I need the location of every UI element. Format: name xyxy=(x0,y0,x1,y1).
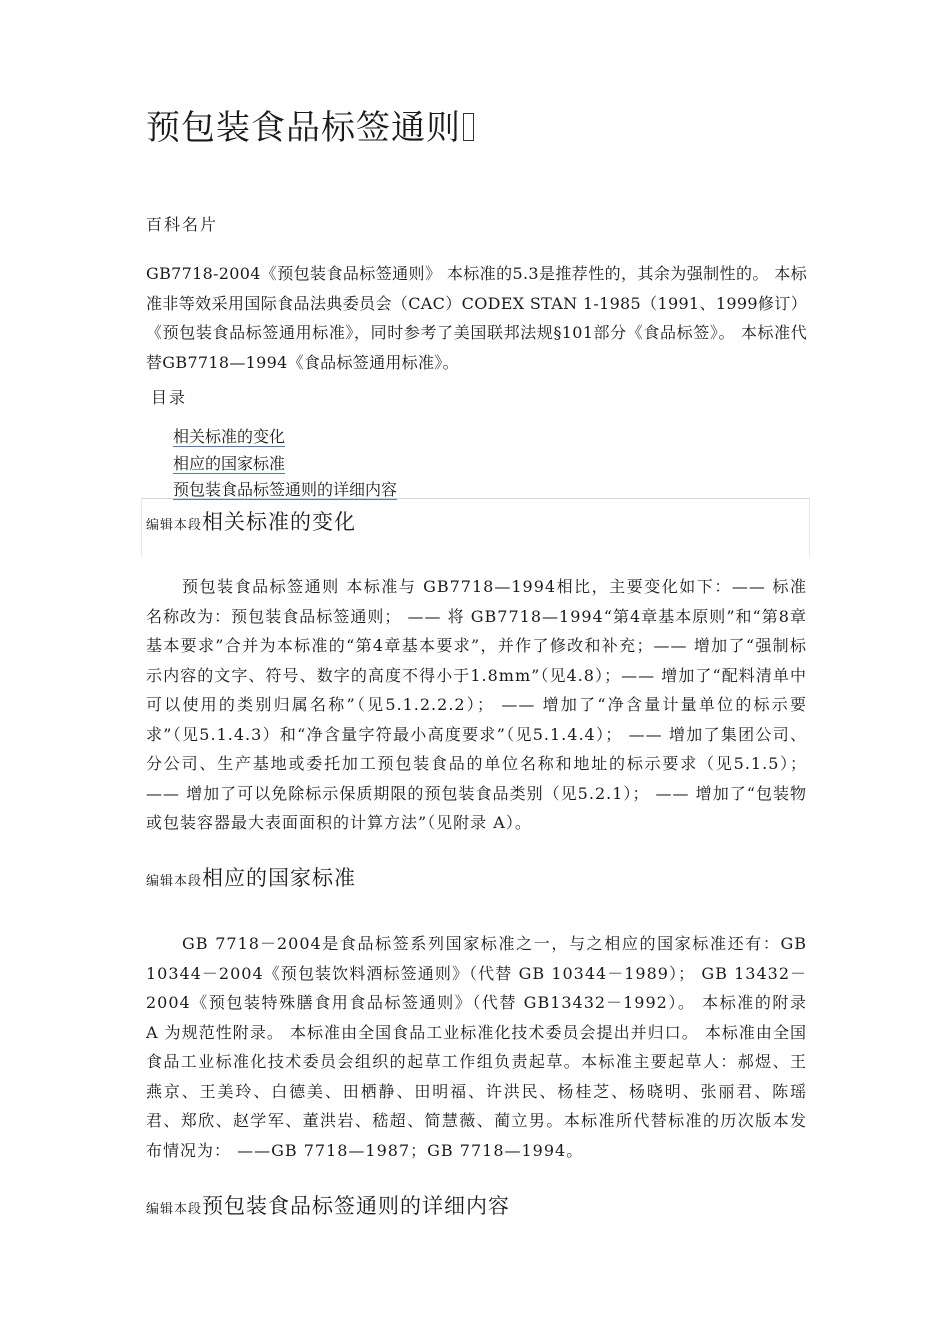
table-of-contents xyxy=(173,424,397,504)
section-heading: 预包装食品标签通则的详细内容 xyxy=(202,1194,511,1218)
toc-link-details[interactable]: 预包装食品标签通则的详细内容 xyxy=(173,480,398,499)
toc-link-changes[interactable]: 相关标准的变化 xyxy=(173,427,286,446)
section-body-national-standards: GB 7718－2004是食品标签系列国家标准之一，与之相应的国家标准还有：GB 10344－2004《预包装饮料酒标签通则》（代替 GB 10344－1989）； GB 13432－2004《预包装特殊膳食用食品标签通则》（代替 GB13432－1992）。 本标准的附录 A 为规范性附录。 本标准由全国食品工业标准化技术委员会提出并归口。 本标准由全国食品工业标准化技术委员会组织的起草工作组负责起草。本标准主要起草人：郝煜、王燕京、王美玲、白德美、田栖静、田明福、许洪民、杨桂芝、杨晓明、张丽君、陈瑶君、郑欣、赵学军、董洪岩、嵇超、简慧薇、蔺立男。本标准所代替标准的历次版本发布情况为： ——GB 7718—1987；GB 7718—1994。 xyxy=(146,934,807,1160)
intro-paragraph: GB7718-2004《预包装食品标签通则》 本标准的5.3是推荐性的，其余为强制性的。 本标准非等效采用国际食品法典委员会（CAC）CODEX STAN 1-1985（1991、1999修订）《预包装食品标签通用标准》，同时参考了美国联邦法规§101部分《食品标签》。 本标准代替GB7718—1994《食品标签通用标准》。 xyxy=(146,264,807,372)
edit-section-link[interactable]: 编辑本段 xyxy=(146,518,203,533)
section-body-changes: 预包装食品标签通则 本标准与 GB7718—1994相比，主要变化如下：—— 标准名称改为：预包装食品标签通则； —— 将 GB7718—1994“第4章基本原则”和“第8章基本要求”合并为本标准的“第4章基本要求”，并作了修改和补充；—— 增加了“强制标示内容的文字、符号、数字的高度不得小于1.8mm”（见4.8）；—— 增加了“配料清单中可以使用的类别归属名称”（见5.1.2.2.2）； —— 增加了“净含量计量单位的标示要求”（见5.1.4.3）和“净含量字符最小高度要求”（见5.1.4.4）； —— 增加了集团公司、分公司、生产基地或委托加工预包装食品的单位名称和地址的标示要求（见5.1.5）； —— 增加了可以免除标示保质期限的预包装食品类别（见5.2.1）； —— 增加了“包装物或包装容器最大表面面积的计算方法”（见附录 A）。 xyxy=(146,577,807,832)
edit-section-link[interactable]: 编辑本段 xyxy=(146,1202,203,1217)
subtitle: 百科名片 xyxy=(146,215,219,234)
section-heading: 相应的国家标准 xyxy=(202,866,357,890)
toc-link-national-standards[interactable]: 相应的国家标准 xyxy=(173,453,286,473)
edit-section-link[interactable]: 编辑本段 xyxy=(146,874,203,889)
section-header-details xyxy=(146,1190,510,1220)
missing-glyph-box xyxy=(463,113,474,141)
title-text: 预包装食品标签通则 xyxy=(146,108,461,148)
section-header-changes xyxy=(146,506,356,536)
toc-label: 目录 xyxy=(151,388,188,407)
section-heading: 相关标准的变化 xyxy=(202,510,357,534)
document-title xyxy=(146,104,474,152)
section-header-national-standards xyxy=(146,862,356,892)
